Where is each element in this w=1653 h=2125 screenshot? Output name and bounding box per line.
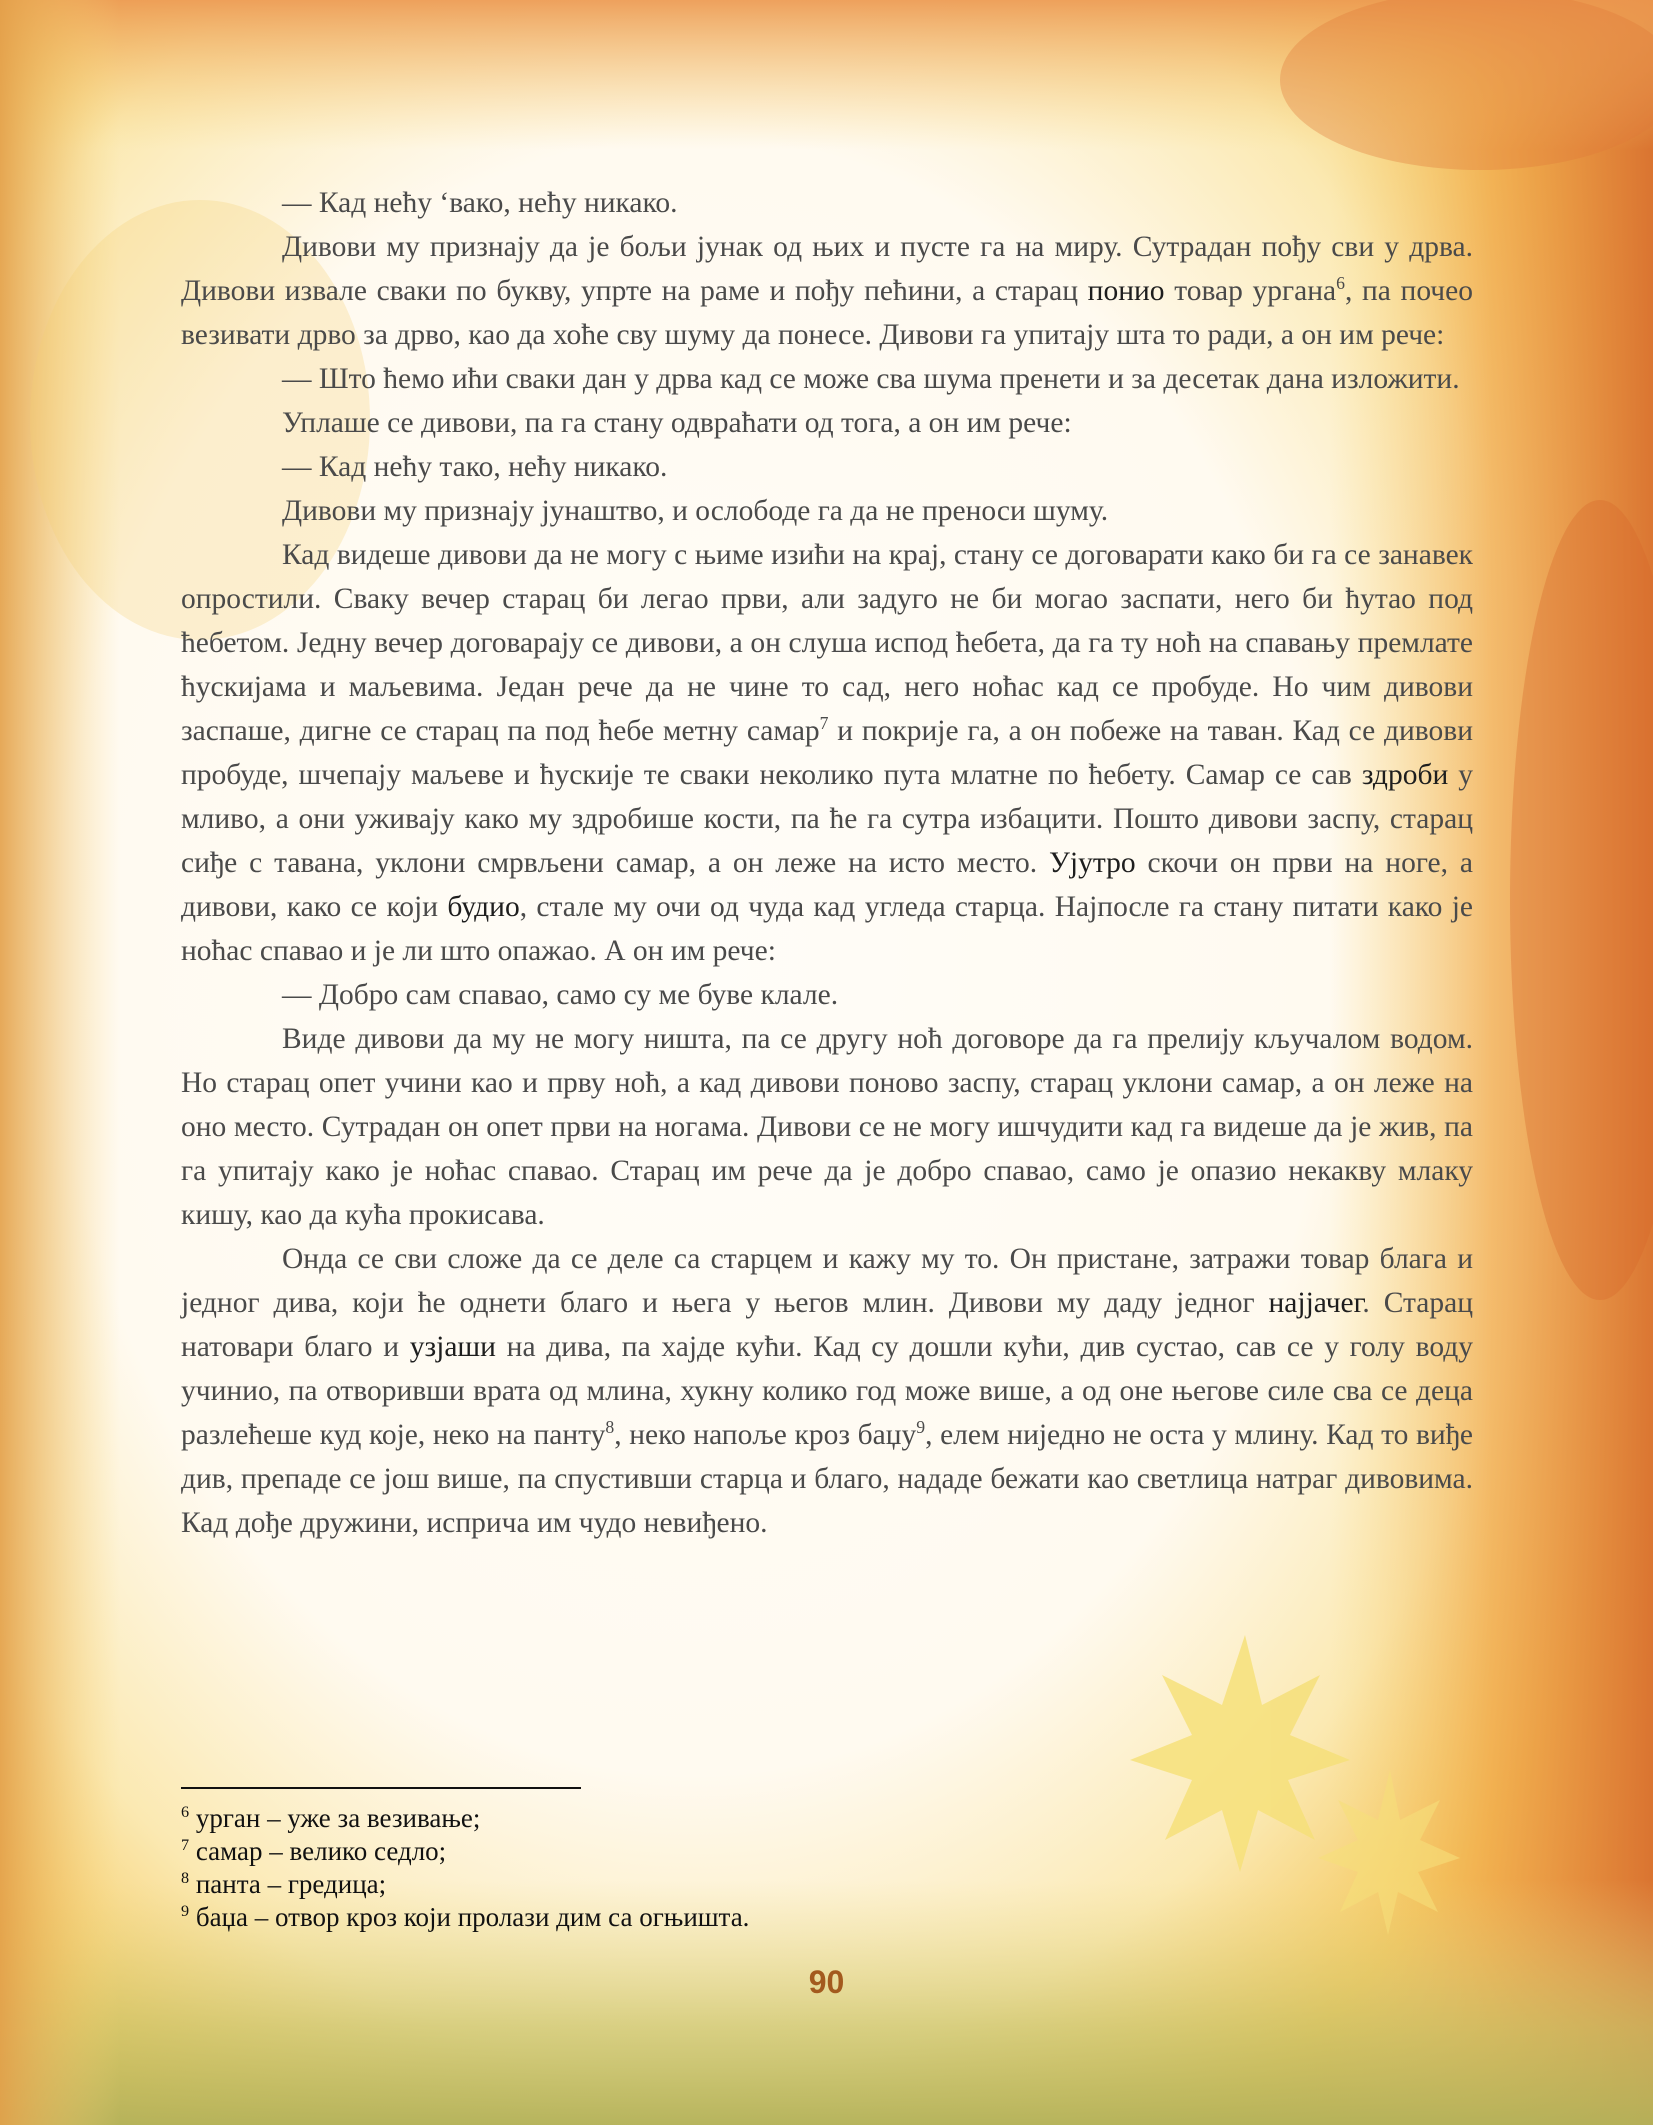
text-span: — Кад нећу тако, нећу никако. <box>282 451 668 483</box>
text-span: — Добро сам спавао, само су ме буве клале. <box>282 979 839 1011</box>
text-span: скочи он први на ноге, а дивови, како се који <box>181 847 1473 923</box>
footnote-separator <box>181 1787 581 1789</box>
text-span: на дива, па хајде кући. Кад су дошли кући, див сустао, сав се у голу воду учинио, па отворивши врата од млина, хукну колико год може више, а од оне његове силе сва се деца разлећеше куд које, неко на панту <box>181 1331 1473 1451</box>
footnote <box>181 1868 981 1901</box>
glossed-word: здроби <box>1361 759 1449 791</box>
paragraph <box>181 1237 1473 1545</box>
dialogue-line <box>181 973 1473 1017</box>
footnote-ref: 8 <box>605 1417 615 1438</box>
text-span: Кад видеше дивови да не могу с њиме изићи на крај, стану се договарати како би га се занавек опростили. Сваку вечер старац би легао први, али задуго не би могао заспати, него би ћутао под ћебетом. Једну вечер договарају се дивови, а он слуша испод ћебета, да га ту ноћ на спавању премлате ћускијама и маљевима. Један рече да не чине то сад, него ноћас кад се пробуде. Но чим дивови заспаше, дигне се старац па под ћебе метну самар <box>181 539 1473 747</box>
glossed-word: понио <box>1087 275 1165 307</box>
text-span: Онда се сви сложе да се деле са старцем и кажу му то. Он пристане, затражи товар блага и једног дива, који ће однети благо и њега у његов млин. Дивови му даду једног <box>181 1243 1473 1319</box>
footnote-ref: 9 <box>916 1417 926 1438</box>
glossed-word: најјачег <box>1268 1287 1363 1319</box>
footnote-number: 9 <box>181 1902 190 1920</box>
page-number: 90 <box>808 1964 845 2000</box>
text-span: , па почео везивати дрво за дрво, као да хоће сву шуму да понесе. Дивови га упитају шта то ради, а он им рече: <box>181 275 1473 351</box>
text-span: Уплаше се дивови, па га стану одвраћати од тога, а он им рече: <box>282 407 1072 439</box>
footnote-ref: 7 <box>819 713 829 734</box>
text-span: Дивови му признају да је бољи јунак од њих и пусте га на миру. Сутрадан пођу сви у дрва. Дивови извале сваки по букву, упрте на раме и пођу пећини, а старац <box>181 231 1473 307</box>
paragraph <box>181 533 1473 973</box>
text-span: , стале му очи од чуда кад угледа старца. Најпосле га стану питати како је ноћас спавао и је ли што опажао. А он им рече: <box>181 891 1473 967</box>
text-span: . Старац натовари благо и <box>181 1287 1473 1363</box>
glossed-word: Ујутро <box>1049 847 1136 879</box>
text-span: Дивови му признају јунаштво, и ослободе га да не преноси шуму. <box>282 495 1109 527</box>
footnote <box>181 1802 981 1835</box>
footnote-text: урган – уже за везивање; <box>189 1803 481 1833</box>
page-text <box>181 181 1473 1545</box>
dialogue-line <box>181 357 1473 401</box>
text-span: , неко напоље кроз баџу <box>614 1419 917 1451</box>
text-span: — Кад нећу ‘вако, нећу никако. <box>282 187 678 219</box>
footnote-ref: 6 <box>1336 273 1345 294</box>
text-span: товар ургана <box>1164 275 1337 307</box>
footnote-text: панта – гредица; <box>189 1869 387 1899</box>
text-span: и покрије га, а он побеже на таван. Кад се дивови пробуде, шчепају маљеве и ћускије те сваки неколико пута млатне по ћебету. Самар се сав <box>181 715 1473 791</box>
footnotes <box>181 1802 981 1934</box>
text-span: у мливо, а они уживају како му здробише кости, па ће га сутра избацити. Пошто дивови заспу, старац сиђе с тавана, уклони смрвљени самар, а он леже на исто место. <box>181 759 1473 879</box>
footnote-text: баџа – отвор кроз који пролази дим са огњишта. <box>189 1902 750 1932</box>
dialogue-line <box>181 445 1473 489</box>
footnote <box>181 1901 981 1934</box>
paragraph <box>181 489 1473 533</box>
paragraph <box>181 401 1473 445</box>
dialogue-line <box>181 181 1473 225</box>
footnote-number: 6 <box>181 1803 190 1821</box>
footnote-text: самар – велико седло; <box>189 1836 447 1866</box>
text-span: Виде дивови да му не могу ништа, па се другу ноћ договоре да га прелију кључалом водом. Но старац опет учини као и прву ноћ, а кад дивови поново заспу, старац уклони самар, а он леже на оно место. Сутрадан он опет први на ногама. Дивови се не могу ишчудити кад га видеше да је жив, па га упитају како је ноћас спавао. Старац им рече да је добро спавао, само је опазио некакву млаку кишу, као да кућа прокисава. <box>181 1023 1473 1231</box>
text-span: , елем ниједно не оста у млину. Кад то виђе див, препаде се још више, па спустивши старца и благо, нададе бежати као светлица натраг дивовима. Кад дође дружини, исприча им чудо невиђено. <box>181 1419 1474 1539</box>
glossed-word: будио <box>447 891 520 923</box>
paragraph <box>181 225 1473 357</box>
paragraph <box>181 1017 1473 1237</box>
footnote <box>181 1835 981 1868</box>
footnote-number: 8 <box>181 1869 190 1887</box>
footnote-number: 7 <box>181 1836 190 1854</box>
text-span: — Што ћемо ићи сваки дан у дрва кад се може сва шума пренети и за десетак дана изложити. <box>282 363 1460 395</box>
glossed-word: узјаши <box>409 1331 496 1363</box>
